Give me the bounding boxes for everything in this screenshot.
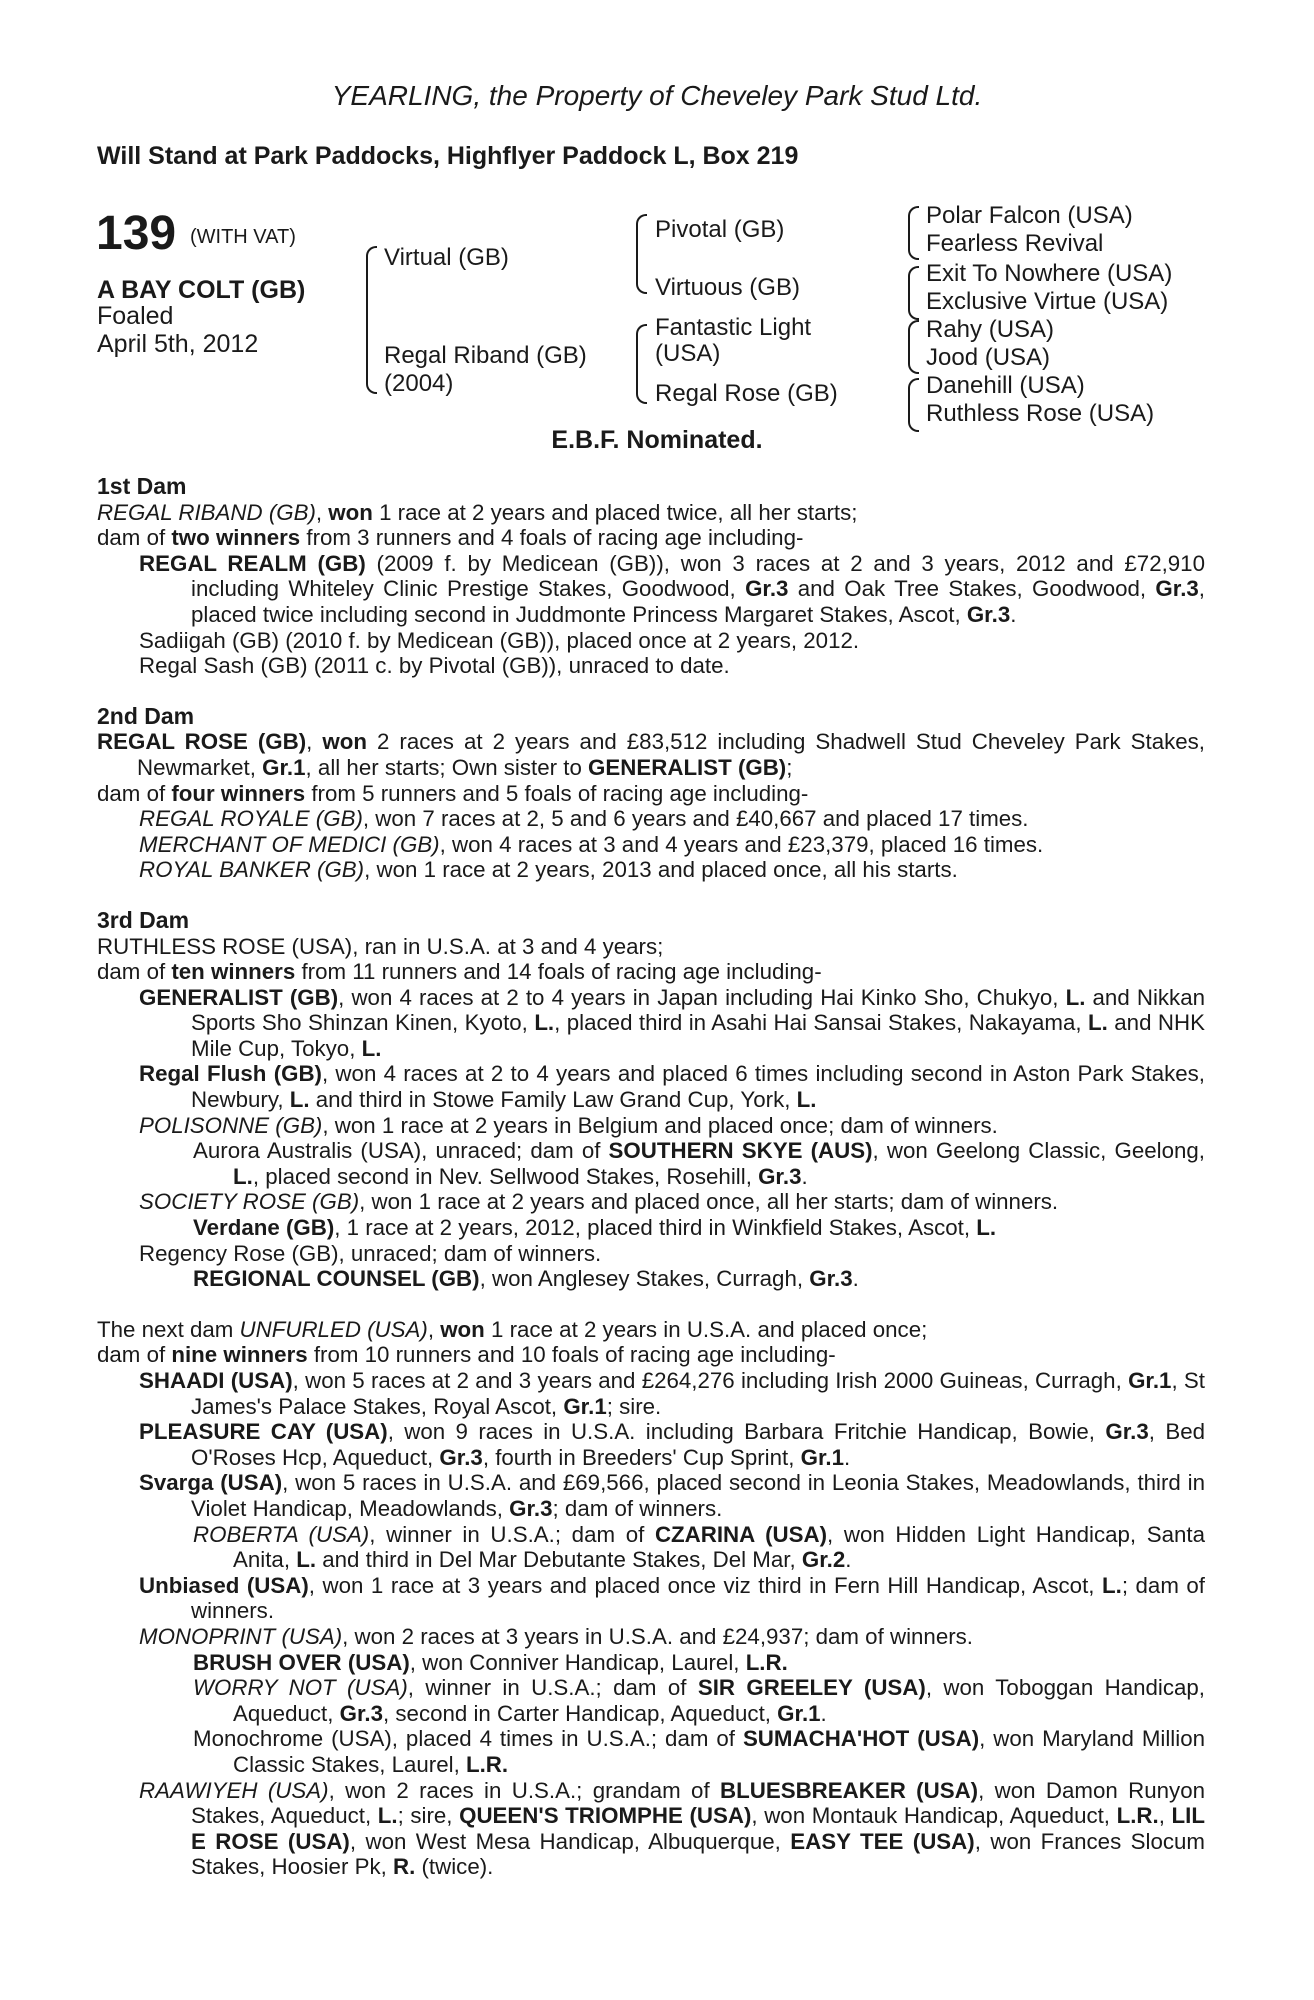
produce-entry: Verdane (GB), 1 race at 2 years, 2012, placed third in Winkfield Stakes, Ascot, L. [193,1215,997,1241]
pedigree-g5: Rahy (USA) [926,316,1055,343]
produce-entry: MONOPRINT (USA), won 2 races at 3 years in U.S.A. and £24,937; dam of winners. [139,1623,974,1649]
dam-summary: dam of four winners from 5 runners and 5 foals of racing age including- [97,780,809,806]
pedigree-brace [908,266,919,320]
stand-location: Will Stand at Park Paddocks, Highflyer Paddock L, Box 219 [97,142,799,170]
pedigree-brace [636,214,647,294]
produce-entry: REGIONAL COUNSEL (GB), won Anglesey Stakes, Curragh, Gr.3. [193,1266,859,1292]
pedigree-brace [366,246,377,394]
produce-record [97,474,1205,1880]
pedigree-g7: Danehill (USA) [926,372,1085,399]
dam-summary: RUTHLESS ROSE (USA), ran in U.S.A. at 3 and 4 years; [97,933,664,959]
section-gap [97,679,1205,704]
produce-entry: REGAL REALM (GB) (2009 f. by Medicean (GB)), won 3 races at 2 and 3 years, 2012 and £72,910 including Whiteley Clinic Prestige Stakes, Goodwood, Gr.3 and Oak Tree Stakes, Goodwood, Gr.3, placed twice including second in Juddmonte Princess Margaret Stakes, Ascot, Gr.3. [139,550,1205,627]
foaled-date: April 5th, 2012 [97,330,259,358]
pedigree-g1: Polar Falcon (USA) [926,202,1133,229]
produce-entry: BRUSH OVER (USA), won Conniver Handicap, Laurel, L.R. [193,1649,788,1675]
pedigree-dam-line1: Regal Riband (GB) [384,342,587,369]
produce-entry: Monochrome (USA), placed 4 times in U.S.A.; dam of SUMACHA'HOT (USA), won Maryland Million Classic Stakes, Laurel, L.R. [193,1726,1206,1777]
produce-entry: Svarga (USA), won 5 races in U.S.A. and £69,566, placed second in Leonia Stakes, Meadowlands, third in Violet Handicap, Meadowlands, Gr.3; dam of winners. [139,1470,1205,1521]
foaled-label: Foaled [97,302,174,330]
produce-entry: MERCHANT OF MEDICI (GB), won 4 races at 3 and 4 years and £23,379, placed 16 times. [139,831,1044,857]
lot-name: A BAY COLT (GB) [97,276,306,304]
dam-summary: The next dam UNFURLED (USA), won 1 race at 2 years in U.S.A. and placed once; [97,1316,928,1342]
section-title: 2nd Dam [97,702,195,729]
pedigree-brace [636,324,647,404]
pedigree-dam-dam: Regal Rose (GB) [655,380,838,407]
produce-entry: POLISONNE (GB), won 1 race at 2 years in Belgium and placed once; dam of winners. [139,1112,998,1138]
produce-entry: Sadiigah (GB) (2010 f. by Medicean (GB)), placed once at 2 years, 2012. [139,627,860,653]
lot-number: 139 [96,207,177,260]
pedigree-sire: Virtual (GB) [384,244,509,271]
dam-summary: dam of nine winners from 10 runners and 10 foals of racing age including- [97,1342,836,1368]
produce-entry: Regal Sash (GB) (2011 c. by Pivotal (GB)), unraced to date. [139,653,730,679]
pedigree-brace [908,206,919,260]
dam-summary: REGAL RIBAND (GB), won 1 race at 2 years and placed twice, all her starts; [97,499,858,525]
produce-entry: Aurora Australis (USA), unraced; dam of SOUTHERN SKYE (AUS), won Geelong Classic, Geelong, L., placed second in Nev. Sellwood Stakes, Rosehill, Gr.3. [193,1138,1205,1189]
dam-summary: REGAL ROSE (GB), won 2 races at 2 years and £83,512 including Shadwell Stud Cheveley Park Stakes, Newmarket, Gr.1, all her starts; Own sister to GENERALIST (GB); [97,729,1206,780]
dam-section [97,883,1205,1292]
pedigree-sire-dam: Virtuous (GB) [655,274,800,301]
produce-entry: WORRY NOT (USA), winner in U.S.A.; dam of SIR GREELEY (USA), won Toboggan Handicap, Aqueduct, Gr.3, second in Carter Handicap, Aqueduct, Gr.1. [193,1675,1205,1726]
produce-entry: SHAADI (USA), won 5 races at 2 and 3 years and £264,276 including Irish 2000 Guineas, Curragh, Gr.1, St James's Palace Stakes, Royal Ascot, Gr.1; sire. [139,1368,1205,1419]
pedigree-brace [908,378,919,432]
section-gap [97,1292,1205,1317]
produce-entry: ROYAL BANKER (GB), won 1 race at 2 years, 2013 and placed once, all his starts. [139,857,958,883]
pedigree-dam-sire-line1: Fantastic Light [655,314,812,341]
pedigree-g2: Fearless Revival [926,230,1104,257]
dam-summary: dam of two winners from 3 runners and 4 foals of racing age including- [97,525,804,551]
produce-entry: REGAL ROYALE (GB), won 7 races at 2, 5 and 6 years and £40,667 and placed 17 times. [139,806,1029,832]
pedigree-g6: Jood (USA) [926,344,1051,371]
page-header-title: YEARLING, the Property of Cheveley Park Stud Ltd. [331,80,983,111]
dam-section [97,1292,1205,1880]
pedigree-sire-sire: Pivotal (GB) [655,216,785,243]
pedigree-dam-sire-line2: (USA) [655,340,721,367]
produce-entry: PLEASURE CAY (USA), won 9 races in U.S.A. including Barbara Fritchie Handicap, Bowie, Gr.3, Bed O'Roses Hcp, Aqueduct, Gr.3, fourth in Breeders' Cup Sprint, Gr.1. [139,1419,1206,1470]
produce-entry: ROBERTA (USA), winner in U.S.A.; dam of CZARINA (USA), won Hidden Light Handicap, Santa Anita, L. and third in Del Mar Debutante Stakes, Del Mar, Gr.2. [193,1521,1206,1573]
produce-entry: GENERALIST (GB), won 4 races at 2 to 4 years in Japan including Hai Kinko Sho, Chukyo, L. and Nikkan Sports Sho Shinzan Kinen, Kyoto, L., placed third in Asahi Hai Sansai Stakes, Nakayama, L. and NHK Mile Cup, Tokyo, L. [139,984,1205,1061]
section-title: 1st Dam [97,473,187,499]
produce-entry: Regal Flush (GB), won 4 races at 2 to 4 years and placed 6 times including second in Aston Park Stakes, Newbury, L. and third in Stowe Family Law Grand Cup, York, L. [139,1061,1205,1113]
pedigree-g4: Exclusive Virtue (USA) [926,288,1169,315]
dam-section [97,679,1205,883]
section-gap [97,883,1205,908]
pedigree-brace [908,320,919,374]
produce-entry: Unbiased (USA), won 1 race at 3 years and placed once viz third in Fern Hill Handicap, Ascot, L.; dam of winners. [139,1572,1205,1624]
dam-section [97,474,1205,679]
produce-entry: RAAWIYEH (USA), won 2 races in U.S.A.; grandam of BLUESBREAKER (USA), won Damon Runyon Stakes, Aqueduct, L.; sire, QUEEN'S TRIOMPHE (USA), won Montauk Handicap, Aqueduct, L.R., LIL E ROSE (USA), won West Mesa Handicap, Albuquerque, EASY TEE (USA), won Frances Slocum Stakes, Hoosier Pk, R. (twice). [139,1777,1205,1880]
produce-entry: SOCIETY ROSE (GB), won 1 race at 2 years and placed once, all her starts; dam of winners. [139,1189,1059,1215]
pedigree-dam-line2: (2004) [384,370,454,397]
dam-summary: dam of ten winners from 11 runners and 14 foals of racing age including- [97,959,822,985]
pedigree-g8: Ruthless Rose (USA) [926,400,1155,427]
pedigree-g3: Exit To Nowhere (USA) [926,260,1173,287]
ebf-nomination: E.B.F. Nominated. [551,426,763,454]
vat-note: (WITH VAT) [190,226,296,248]
section-title: 3rd Dam [97,906,190,933]
produce-entry: Regency Rose (GB), unraced; dam of winners. [139,1240,602,1266]
